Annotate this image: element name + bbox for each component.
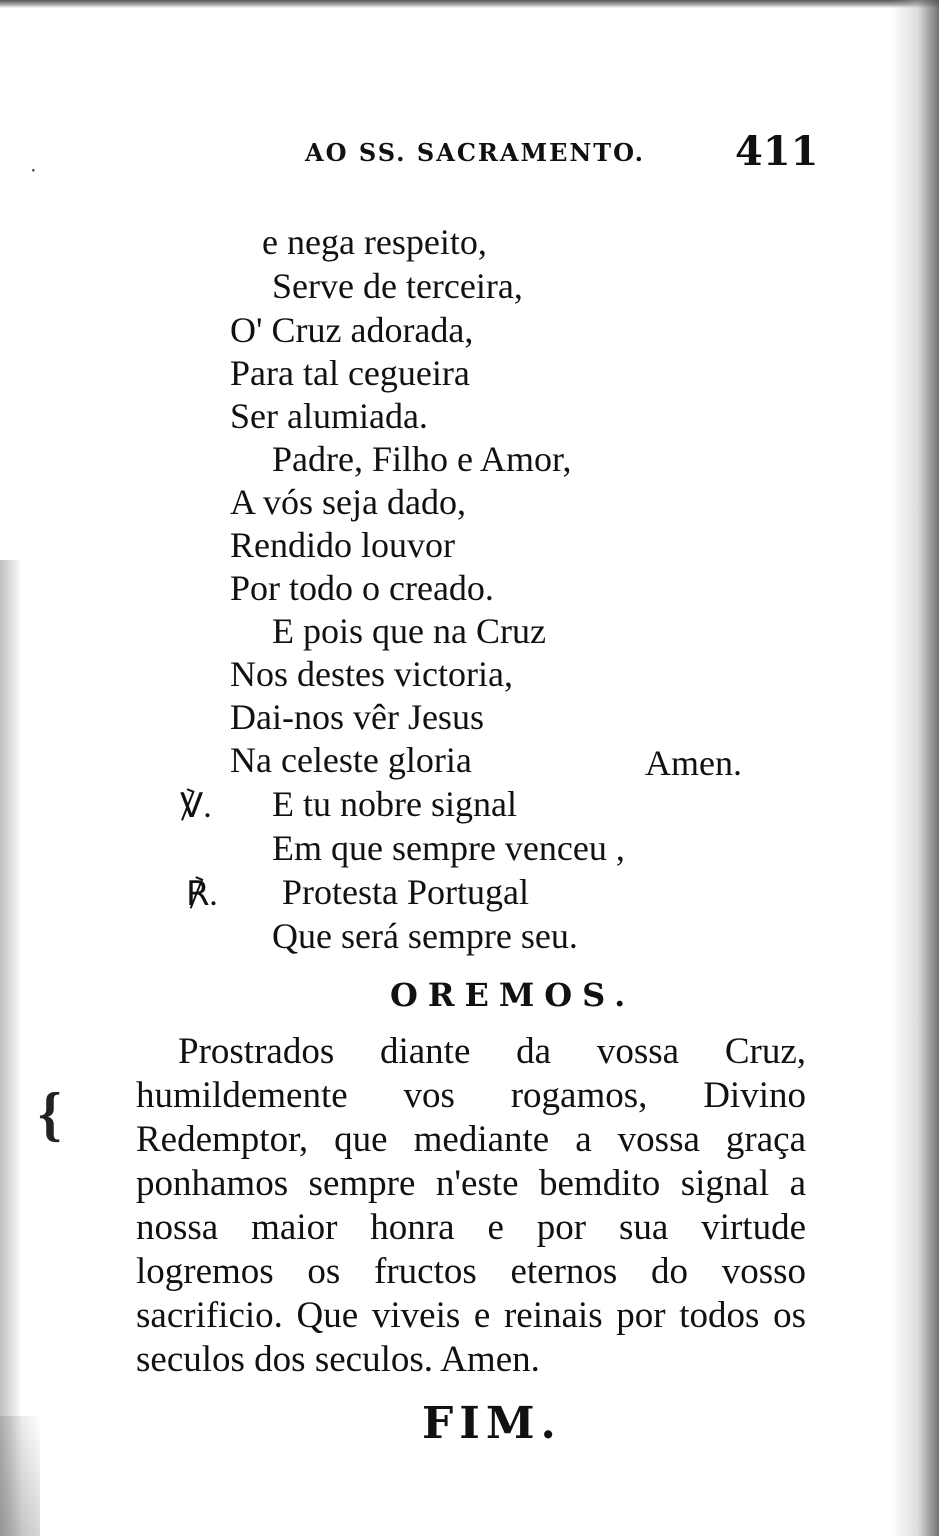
prayer-text: Prostrados diante da vossa Cruz, humildemente vos rogamos, Divino Redemptor, que mediante a vossa graça ponhamos sempre n'este bemdito signal a nossa maior honra e por sua virtude logremos os fructos eternos do vosso sacrificio. Que viveis e reinais por todos os seculos dos seculos. Amen. bbox=[136, 1031, 806, 1380]
page-corner-shadow bbox=[0, 1416, 40, 1536]
oremos-heading: OREMOS. bbox=[390, 976, 636, 1014]
hymn-line: e nega respeito, bbox=[262, 222, 487, 262]
running-title: AO SS. SACRAMENTO. bbox=[305, 138, 646, 167]
closing-fim: FIM. bbox=[422, 1398, 562, 1449]
response-line: Que será sempre seu. bbox=[272, 916, 578, 956]
page-number: 411 bbox=[735, 128, 819, 175]
hymn-line: Ser alumiada. bbox=[230, 396, 428, 436]
page-right-edge bbox=[891, 0, 939, 1536]
margin-speck: · bbox=[30, 160, 37, 182]
hymn-line: O' Cruz adorada, bbox=[230, 310, 474, 350]
hymn-line: Nos destes victoria, bbox=[230, 654, 513, 694]
hymn-line: Dai-nos vêr Jesus bbox=[230, 697, 484, 737]
hymn-line: Por todo o creado. bbox=[230, 568, 494, 608]
versicle-line: Em que sempre venceu , bbox=[272, 828, 625, 868]
hymn-line: Para tal cegueira bbox=[230, 353, 470, 393]
hymn-line: Serve de terceira, bbox=[272, 266, 523, 306]
hymn-line: Padre, Filho e Amor, bbox=[272, 439, 572, 479]
hymn-line: Rendido louvor bbox=[230, 525, 455, 565]
response-line: Protesta Portugal bbox=[282, 872, 529, 912]
page-left-edge bbox=[0, 560, 22, 1536]
response-mark: ℟. bbox=[186, 876, 218, 913]
hymn-line: Na celeste gloria bbox=[230, 740, 472, 780]
prayer-paragraph bbox=[136, 1030, 806, 1382]
margin-brace: { bbox=[38, 1081, 62, 1147]
hymn-line: A vós seja dado, bbox=[230, 482, 466, 522]
versicle-line: E tu nobre signal bbox=[272, 784, 517, 824]
page-top-edge bbox=[0, 0, 939, 8]
hymn-amen: Amen. bbox=[645, 743, 742, 783]
hymn-line: E pois que na Cruz bbox=[272, 611, 546, 651]
versicle-mark: ℣. bbox=[180, 788, 212, 825]
